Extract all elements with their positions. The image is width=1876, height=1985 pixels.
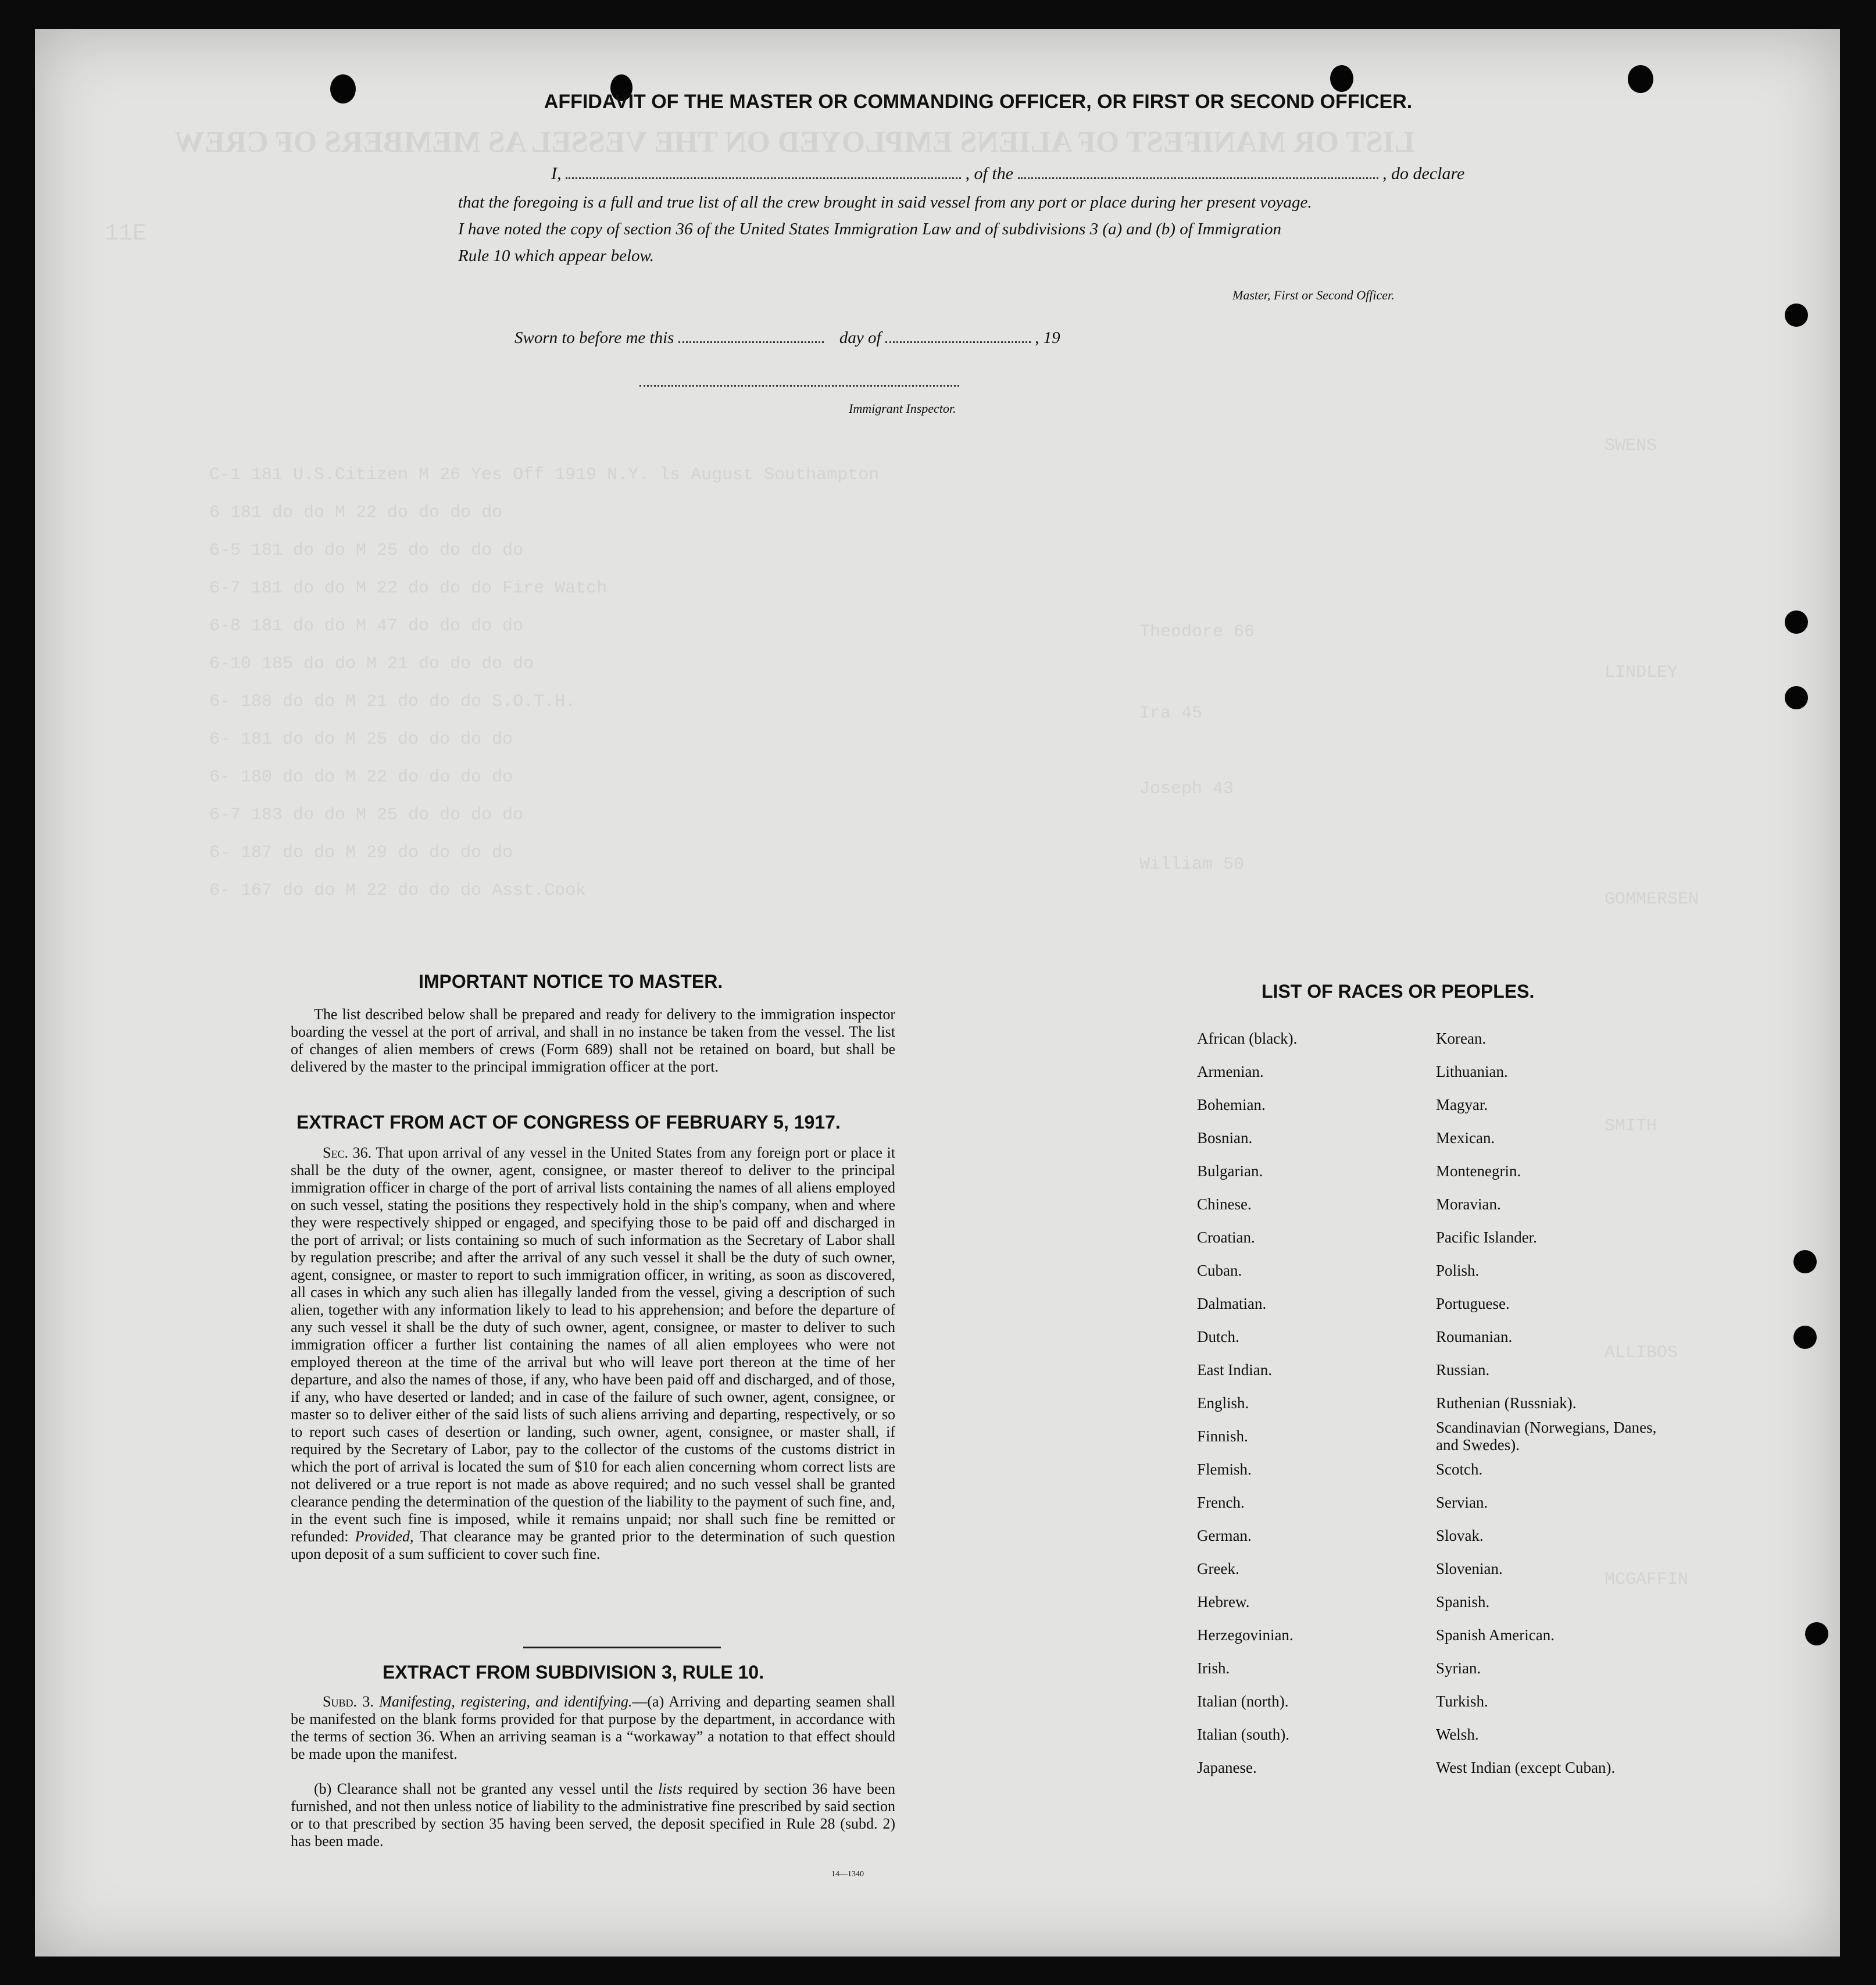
para-b-rest: required by section 36 have been furnished, and not then unless notice of liability to the administrative fine prescribed by said section or to that prescribed by section 35 having been served, the deposit specified in Rule 28 (subd. 2) has been made. [291, 1780, 896, 1850]
section-text: That upon arrival of any vessel in the United States from any foreign port or place it shall be the duty of the owner, agent, consignee, or master thereof to deliver to the principal immigration officer in charge of the port of arrival lists containing the names of all aliens employed on such vessel, stating the positions they respectively hold in the ship's company, when and where they were respectively shipped or engaged, and specifying those to be paid off and discharged in the port of arrival; or lists containing so much of such information as the Secretary of Labor shall by regulation prescribe; and after the arrival of any such vessel it shall be the duty of such owner, agent, consignee, or master to report to such immigration officer, in writing, as soon as discovered, all cases in which any such alien has illegally landed from the vessel, giving a description of such alien, together with any information likely to lead to his apprehension; and before the departure of any such vessel it shall be the duty of such owner, agent, consignee, or master to deliver to such immigration officer a further list containing the names of all alien employees who were not employed thereon at the time of the arrival but who will leave port thereon at the time of her departure, and also the names of those, if any, who have been paid off and discharged, and of those, if any, who have deserted or landed; and in case of the failure of such owner, agent, consignee, or master so to deliver either of the said lists of such aliens arriving and departing, respectively, or so to report such cases of desertion or landing, such owner, agent, consignee, or master shall, if required by the Secretary of Labor, pay to the collector of the customs of the customs district in which the port of arrival is located the sum of $10 for each alien concerning whom correct lists are not delivered or a true report is not made as above required; and no such vessel shall be granted clearance pending the determination of the question of the liability to the payment of such fine, and, in the event such fine is imposed, while it remains unpaid; nor shall such fine be remitted or refunded: [291, 1144, 896, 1545]
day-of-label: day of [839, 329, 881, 347]
race-item: Bosnian. [1197, 1129, 1253, 1147]
vessel-name-field[interactable] [1018, 177, 1378, 179]
race-item: English. [1197, 1394, 1249, 1412]
race-item: West Indian (except Cuban). [1436, 1759, 1616, 1776]
notice-title: IMPORTANT NOTICE TO MASTER. [419, 971, 723, 992]
race-item: Lithuanian. [1436, 1063, 1508, 1080]
subd-text-a: —(a) Arriving and departing seamen shall be manifested on the blank forms provided for that purpose by the department, in accordance with the terms of section 36. When an arriving seaman is a “workaway” a notation to that effect should be made upon the manifest. [291, 1693, 895, 1762]
para-b-lists: lists [658, 1780, 683, 1797]
rule-title: EXTRACT FROM SUBDIVISION 3, RULE 10. [383, 1662, 764, 1683]
race-item: Slovak. [1436, 1527, 1484, 1544]
race-item: Portuguese. [1436, 1295, 1510, 1312]
para-b-prefix: (b) Clearance shall not be granted any vessel until the [314, 1780, 653, 1797]
race-item: German. [1197, 1527, 1252, 1544]
document-sheet [35, 29, 1840, 1957]
race-item: Mexican. [1436, 1129, 1495, 1147]
race-item: Japanese. [1197, 1759, 1257, 1776]
section-text-end: That clearance may be granted prior to the determination of such question upon deposit of a sum sufficient to cover such fine. [291, 1528, 896, 1562]
punch-hole-icon [1793, 1250, 1817, 1273]
notice-body: The list described below shall be prepared and ready for delivery to the immigration inspector boarding the vessel at the port of arrival, and shall in no instance be taken from the vessel. The list of changes of alien members of crews (Form 689) shall not be retained on board, but shall be delivered by the master to the principal immigration officer at the port. [291, 1006, 895, 1075]
race-item: Magyar. [1436, 1096, 1488, 1113]
race-item: Bohemian. [1197, 1096, 1266, 1113]
inspector-signature-line[interactable] [639, 385, 959, 387]
signature-label: Master, First or Second Officer. [1232, 288, 1395, 302]
punch-hole-icon [1793, 1326, 1817, 1349]
race-item: Servian. [1436, 1494, 1488, 1511]
affidavit-of-the-label: , of the [965, 164, 1013, 183]
rule-para-a [291, 1693, 895, 1763]
punch-hole-icon [1330, 65, 1353, 92]
race-item: Scandinavian (Norwegians, Danes, and Swedes). [1436, 1419, 1657, 1454]
affidavit-line-4: Rule 10 which appear below. [458, 247, 654, 265]
race-item: Cuban. [1197, 1262, 1242, 1279]
provided-label: Provided, [355, 1528, 414, 1545]
race-item: Italian (south). [1197, 1726, 1289, 1743]
punch-hole-icon [1628, 65, 1653, 93]
punch-hole-icon [1805, 1622, 1828, 1645]
form-number: 14—1340 [831, 1870, 864, 1879]
master-name-field[interactable] [566, 177, 961, 179]
race-item: Russian. [1436, 1361, 1490, 1379]
affidavit-title: AFFIDAVIT OF THE MASTER OR COMMANDING OFFICER, OR FIRST OR SECOND OFFICER. [544, 91, 1413, 113]
divider-line [523, 1647, 721, 1648]
race-item: Pacific Islander. [1436, 1229, 1537, 1246]
race-item: Croatian. [1197, 1229, 1255, 1246]
race-item: Irish. [1197, 1659, 1230, 1677]
race-item: Greek. [1197, 1560, 1239, 1577]
affidavit-declare-label: , do declare [1382, 164, 1465, 183]
bleed-through-texture: LIST OR MANIFEST OF ALIENS EMPLOYED ON THE VESSEL AS MEMBERS OF CREW 11E C-1 181 U.S.Citizen M 26 Yes Off 1919 N.Y. ls August Southampton 6 181 do do M 22 do do do do 6-5 181 do do M 25 do do do do 6-7 181 do do M 22 do do do Fire Watch 6-8 181 do do M 47 do do do do 6-10 185 do do M 21 do do do do 6- 188 do do M 21 do do do S.O.T.H. 6- 181 do do M 25 do do do do 6- 180 do do M 22 do do do do 6-7 183 do do M 25 do do do do 6- 187 do do M 29 do do do do 6- 167 do do M 22 do do do Asst.Cook Theodore 66 Ira 45 Joseph 43 William 50 SWENS LINDLEY GOMMERSEN SMITH ALLIBOS MCGAFFIN [105, 126, 1699, 1590]
inspector-label: Immigrant Inspector. [849, 401, 956, 416]
sworn-label: Sworn to before me this [514, 329, 674, 347]
race-item: Moravian. [1436, 1195, 1501, 1213]
sworn-day-field[interactable] [678, 341, 824, 343]
sworn-line [514, 329, 1060, 348]
race-item: Hebrew. [1197, 1593, 1250, 1611]
race-item: Polish. [1436, 1262, 1480, 1279]
race-item: Italian (north). [1197, 1693, 1289, 1710]
race-item: Spanish. [1436, 1593, 1490, 1611]
race-item: Syrian. [1436, 1659, 1481, 1677]
affidavit-i-label: I, [551, 164, 562, 183]
punch-hole-icon [1785, 304, 1808, 327]
race-item: Bulgarian. [1197, 1162, 1263, 1180]
race-item: Armenian. [1197, 1063, 1264, 1080]
race-item: Slovenian. [1436, 1560, 1503, 1577]
race-item: Ruthenian (Russniak). [1436, 1394, 1577, 1412]
affidavit-declaration-line [551, 164, 1464, 184]
race-item: Dalmatian. [1197, 1295, 1267, 1312]
punch-hole-icon [1785, 686, 1808, 709]
race-item: French. [1197, 1494, 1245, 1511]
year-prefix-label: , 19 [1035, 329, 1060, 347]
race-item: Herzegovinian. [1197, 1626, 1293, 1644]
act-title: EXTRACT FROM ACT OF CONGRESS OF FEBRUARY 5, 1917. [296, 1112, 841, 1133]
race-item: Montenegrin. [1436, 1162, 1521, 1180]
race-item: Chinese. [1197, 1195, 1252, 1213]
race-item: African (black). [1197, 1030, 1298, 1047]
subd-heading: Manifesting, registering, and identifying. [379, 1693, 633, 1710]
affidavit-line-3: I have noted the copy of section 36 of the United States Immigration Law and of subdivisions 3 (a) and (b) of Immigration [458, 220, 1282, 238]
races-title: LIST OF RACES OR PEOPLES. [1262, 981, 1535, 1002]
race-item: Korean. [1436, 1030, 1486, 1047]
affidavit-line-2: that the foregoing is a full and true list of all the crew brought in said vessel from any port or place during her present voyage. [458, 193, 1312, 212]
race-item: Finnish. [1197, 1427, 1248, 1445]
race-item: Scotch. [1436, 1461, 1483, 1478]
punch-hole-icon [1785, 611, 1808, 634]
act-body [291, 1144, 895, 1563]
section-label: Sec. 36. [323, 1144, 372, 1161]
race-item: Roumanian. [1436, 1328, 1513, 1345]
subd-label: Subd. 3. [323, 1693, 374, 1710]
race-item: East Indian. [1197, 1361, 1272, 1379]
race-item: Flemish. [1197, 1461, 1252, 1478]
sworn-month-field[interactable] [885, 341, 1031, 343]
rule-para-b [291, 1780, 895, 1850]
race-item: Welsh. [1436, 1726, 1479, 1743]
race-item: Spanish American. [1436, 1626, 1555, 1644]
race-item: Dutch. [1197, 1328, 1239, 1345]
race-item: Turkish. [1436, 1693, 1488, 1710]
